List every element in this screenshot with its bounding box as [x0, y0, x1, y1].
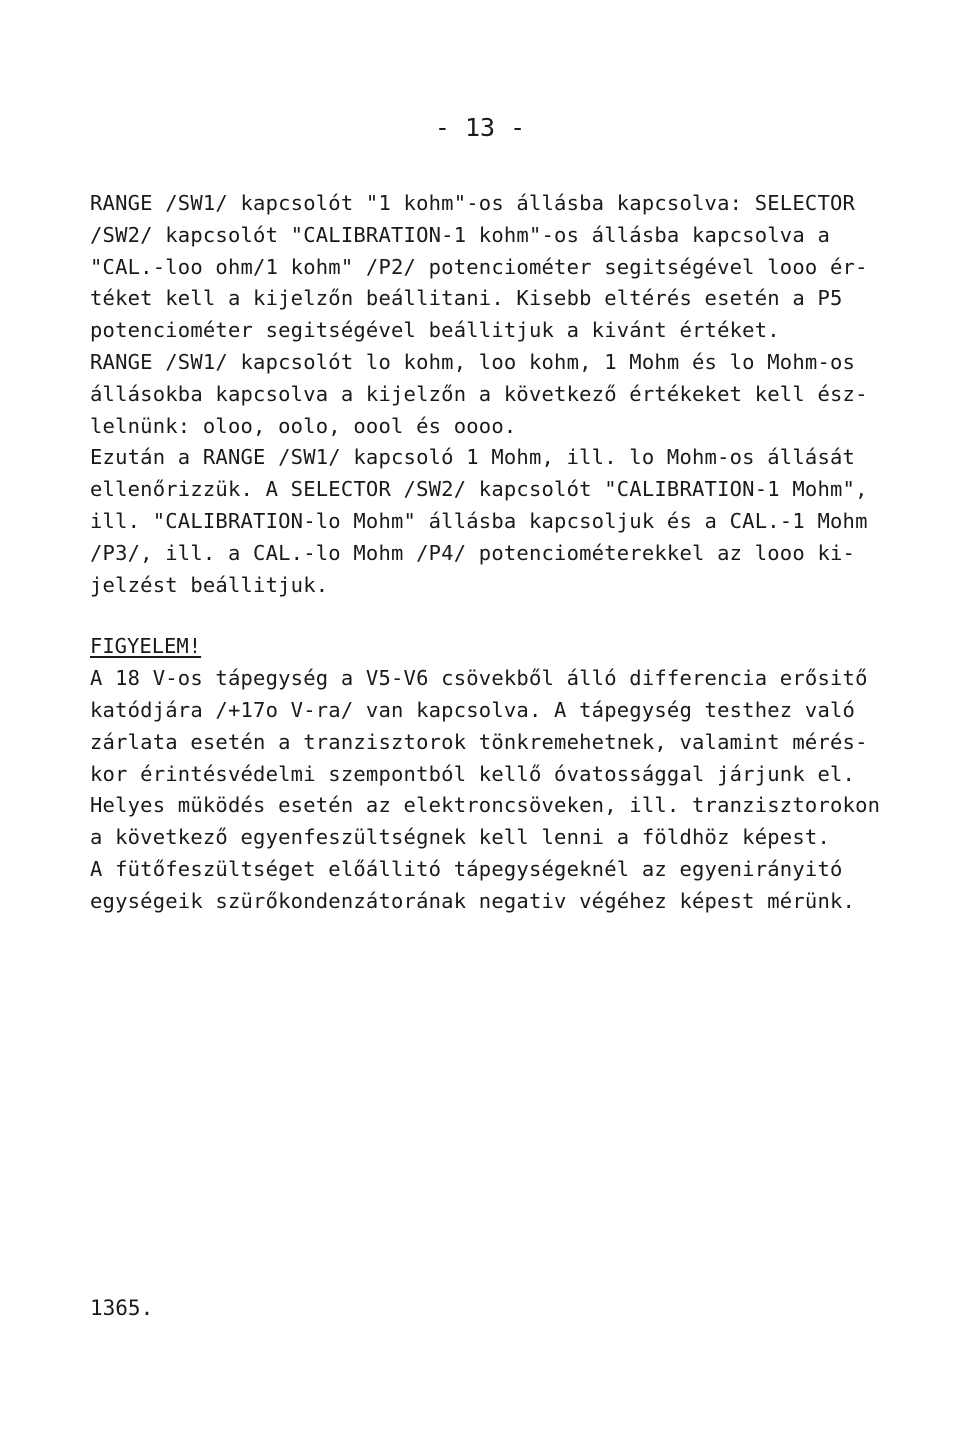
text-line: Ezután a RANGE /SW1/ kapcsoló 1 Mohm, ill. lo Mohm-os állását — [90, 445, 856, 470]
text-line: RANGE /SW1/ kapcsolót lo kohm, loo kohm, 1 Mohm és lo Mohm-os — [90, 349, 856, 374]
text-line: "CAL.-loo ohm/1 kohm" /P2/ potenciométer segitségével looo ér- — [90, 254, 868, 279]
text-line: ellenőrizzük. A SELECTOR /SW2/ kapcsolót "CALIBRATION-1 Mohm", — [90, 477, 868, 502]
text-line: állásokba kapcsolva a kijelzőn a következő értékeket kell ész- — [90, 381, 868, 406]
text-line: /P3/, ill. a CAL.-lo Mohm /P4/ potenciométerekkel az looo ki- — [90, 540, 856, 565]
document-body — [90, 188, 940, 918]
text-line: Helyes müködés esetén az elektroncsöveken, ill. tranzisztorokon — [90, 793, 881, 818]
text-line: katódjára /+17o V-ra/ van kapcsolva. A tápegység testhez való — [90, 697, 856, 722]
text-line: RANGE /SW1/ kapcsolót "1 kohm"-os állásba kapcsolva: SELECTOR — [90, 191, 856, 215]
text-line: a következő egyenfeszültségnek kell lenni a földhöz képest. — [90, 825, 830, 850]
text-line: A 18 V-os tápegység a V5-V6 csövekből álló differencia erősitő — [90, 666, 868, 691]
document-code: 1365. — [90, 1296, 154, 1320]
text-line: A fütőfeszültséget előállitó tápegységeknél az egyenirányitó — [90, 856, 843, 881]
text-line: lelnünk: oloo, oolo, oool és oooo. — [90, 413, 517, 438]
calibration-paragraph — [90, 188, 940, 601]
text-line: ill. "CALIBRATION-lo Mohm" állásba kapcsoljuk és a CAL.-1 Mohm — [90, 508, 868, 533]
warning-heading: FIGYELEM! — [90, 634, 202, 659]
text-line: kor érintésvédelmi szempontból kellő óvatossággal járjunk el. — [90, 761, 856, 786]
page-number: - 13 - — [434, 113, 526, 142]
paragraph-gap — [90, 601, 940, 631]
text-line: zárlata esetén a tranzisztorok tönkremehetnek, valamint mérés- — [90, 729, 868, 754]
warning-paragraph — [90, 663, 940, 917]
text-line: jelzést beállitjuk. — [90, 572, 329, 597]
text-line: téket kell a kijelzőn beállitani. Kisebb eltérés esetén a P5 — [90, 286, 843, 311]
text-line: potenciométer segitségével beállitjuk a kivánt értéket. — [90, 318, 780, 343]
text-line: egységeik szürőkondenzátorának negativ végéhez képest mérünk. — [90, 888, 856, 913]
text-line: /SW2/ kapcsolót "CALIBRATION-1 kohm"-os állásba kapcsolva a — [90, 222, 830, 247]
